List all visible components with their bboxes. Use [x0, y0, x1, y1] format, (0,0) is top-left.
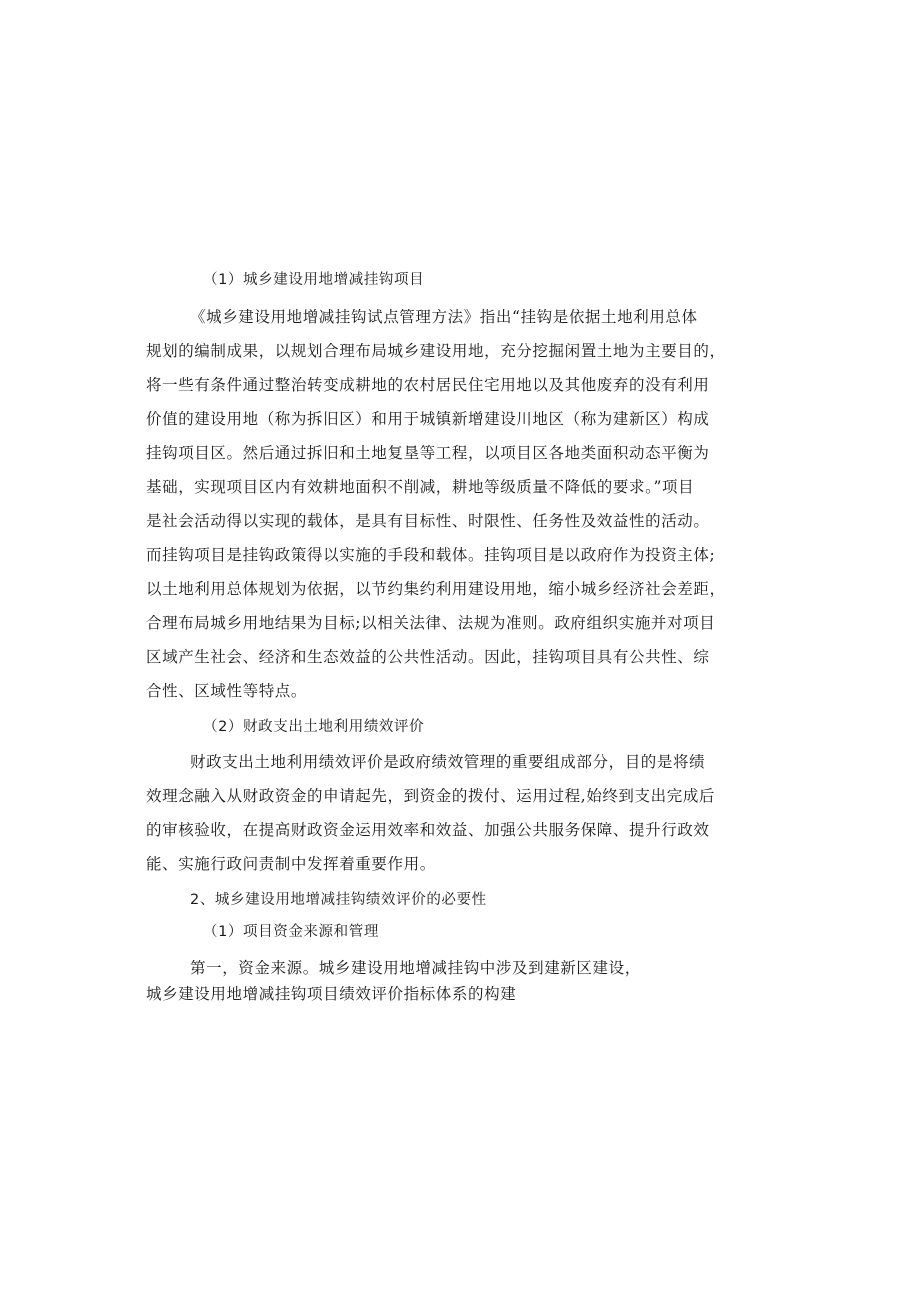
paragraph-1-line-1: 《城乡建设用地增减挂钩试点管理方法》指出“挂钩是依据土地利用总体 — [190, 308, 698, 326]
paragraph-1-line-6: 基础，实现项目区内有效耕地面积不削减，耕地等级质量不降低的要求。”项目 — [146, 478, 695, 496]
paragraph-2-line-2: 效理念融入从财政资金的申请起先，到资金的拨付、运用过程,始终到支出完成后 — [146, 787, 716, 805]
paragraph-3-line-2: 城乡建设用地增减挂钩项目绩效评价指标体系的构建 — [146, 985, 517, 1003]
paragraph-2-line-4: 能、实施行政问责制中发挥着重要作用。 — [146, 855, 436, 873]
section-heading-2: （2）财政支出土地利用绩效评价 — [203, 719, 425, 735]
paragraph-2-line-3: 的审核验收，在提高财政资金运用效率和效益、加强公共服务保障、提升行政效 — [146, 821, 710, 839]
section-heading-4: （1）项目资金来源和管理 — [203, 924, 379, 940]
paragraph-1-line-7: 是社会活动得以实现的载体，是具有目标性、时限性、任务性及效益性的活动。 — [146, 512, 710, 530]
paragraph-1-line-3: 将一些有条件通过整治转变成耕地的农村居民住宅用地以及其他废弃的没有利用 — [146, 376, 710, 394]
section-heading-1: （1）城乡建设用地增减挂钩项目 — [203, 272, 425, 288]
paragraph-1-line-8: 而挂钩项目是挂钩政策得以实施的手段和载体。挂钩项目是以政府作为投资主体; — [146, 546, 716, 564]
paragraph-1-line-10: 合理布局城乡用地结果为目标;以相关法律、法规为准则。政府组织实施并对项目 — [146, 614, 716, 632]
section-heading-3: 2、城乡建设用地增减挂钩绩效评价的必要性 — [190, 892, 487, 908]
paragraph-1-line-5: 挂钩项目区。然后通过拆旧和土地复垦等工程，以项目区各地类面积动态平衡为 — [146, 444, 710, 462]
paragraph-1-line-9: 以土地利用总体规划为依据，以节约集约利用建设用地，缩小城乡经济社会差距， — [146, 580, 726, 598]
paragraph-1-line-12: 合性、区域性等特点。 — [146, 682, 308, 700]
paragraph-1-line-2: 规划的编制成果，以规划合理布局城乡建设用地，充分挖掘闲置土地为主要目的， — [146, 342, 726, 360]
paragraph-1-line-11: 区域产生社会、经济和生态效益的公共性活动。因此，挂钩项目具有公共性、综 — [146, 648, 710, 666]
paragraph-1-line-4: 价值的建设用地（称为拆旧区）和用于城镇新增建设川地区（称为建新区）构成 — [146, 410, 710, 428]
paragraph-2-line-1: 财政支出土地利用绩效评价是政府绩效管理的重要组成部分，目的是将绩 — [190, 753, 706, 771]
paragraph-3-line-1: 第一，资金来源。城乡建设用地增减挂钩中涉及到建新区建设， — [190, 959, 641, 977]
